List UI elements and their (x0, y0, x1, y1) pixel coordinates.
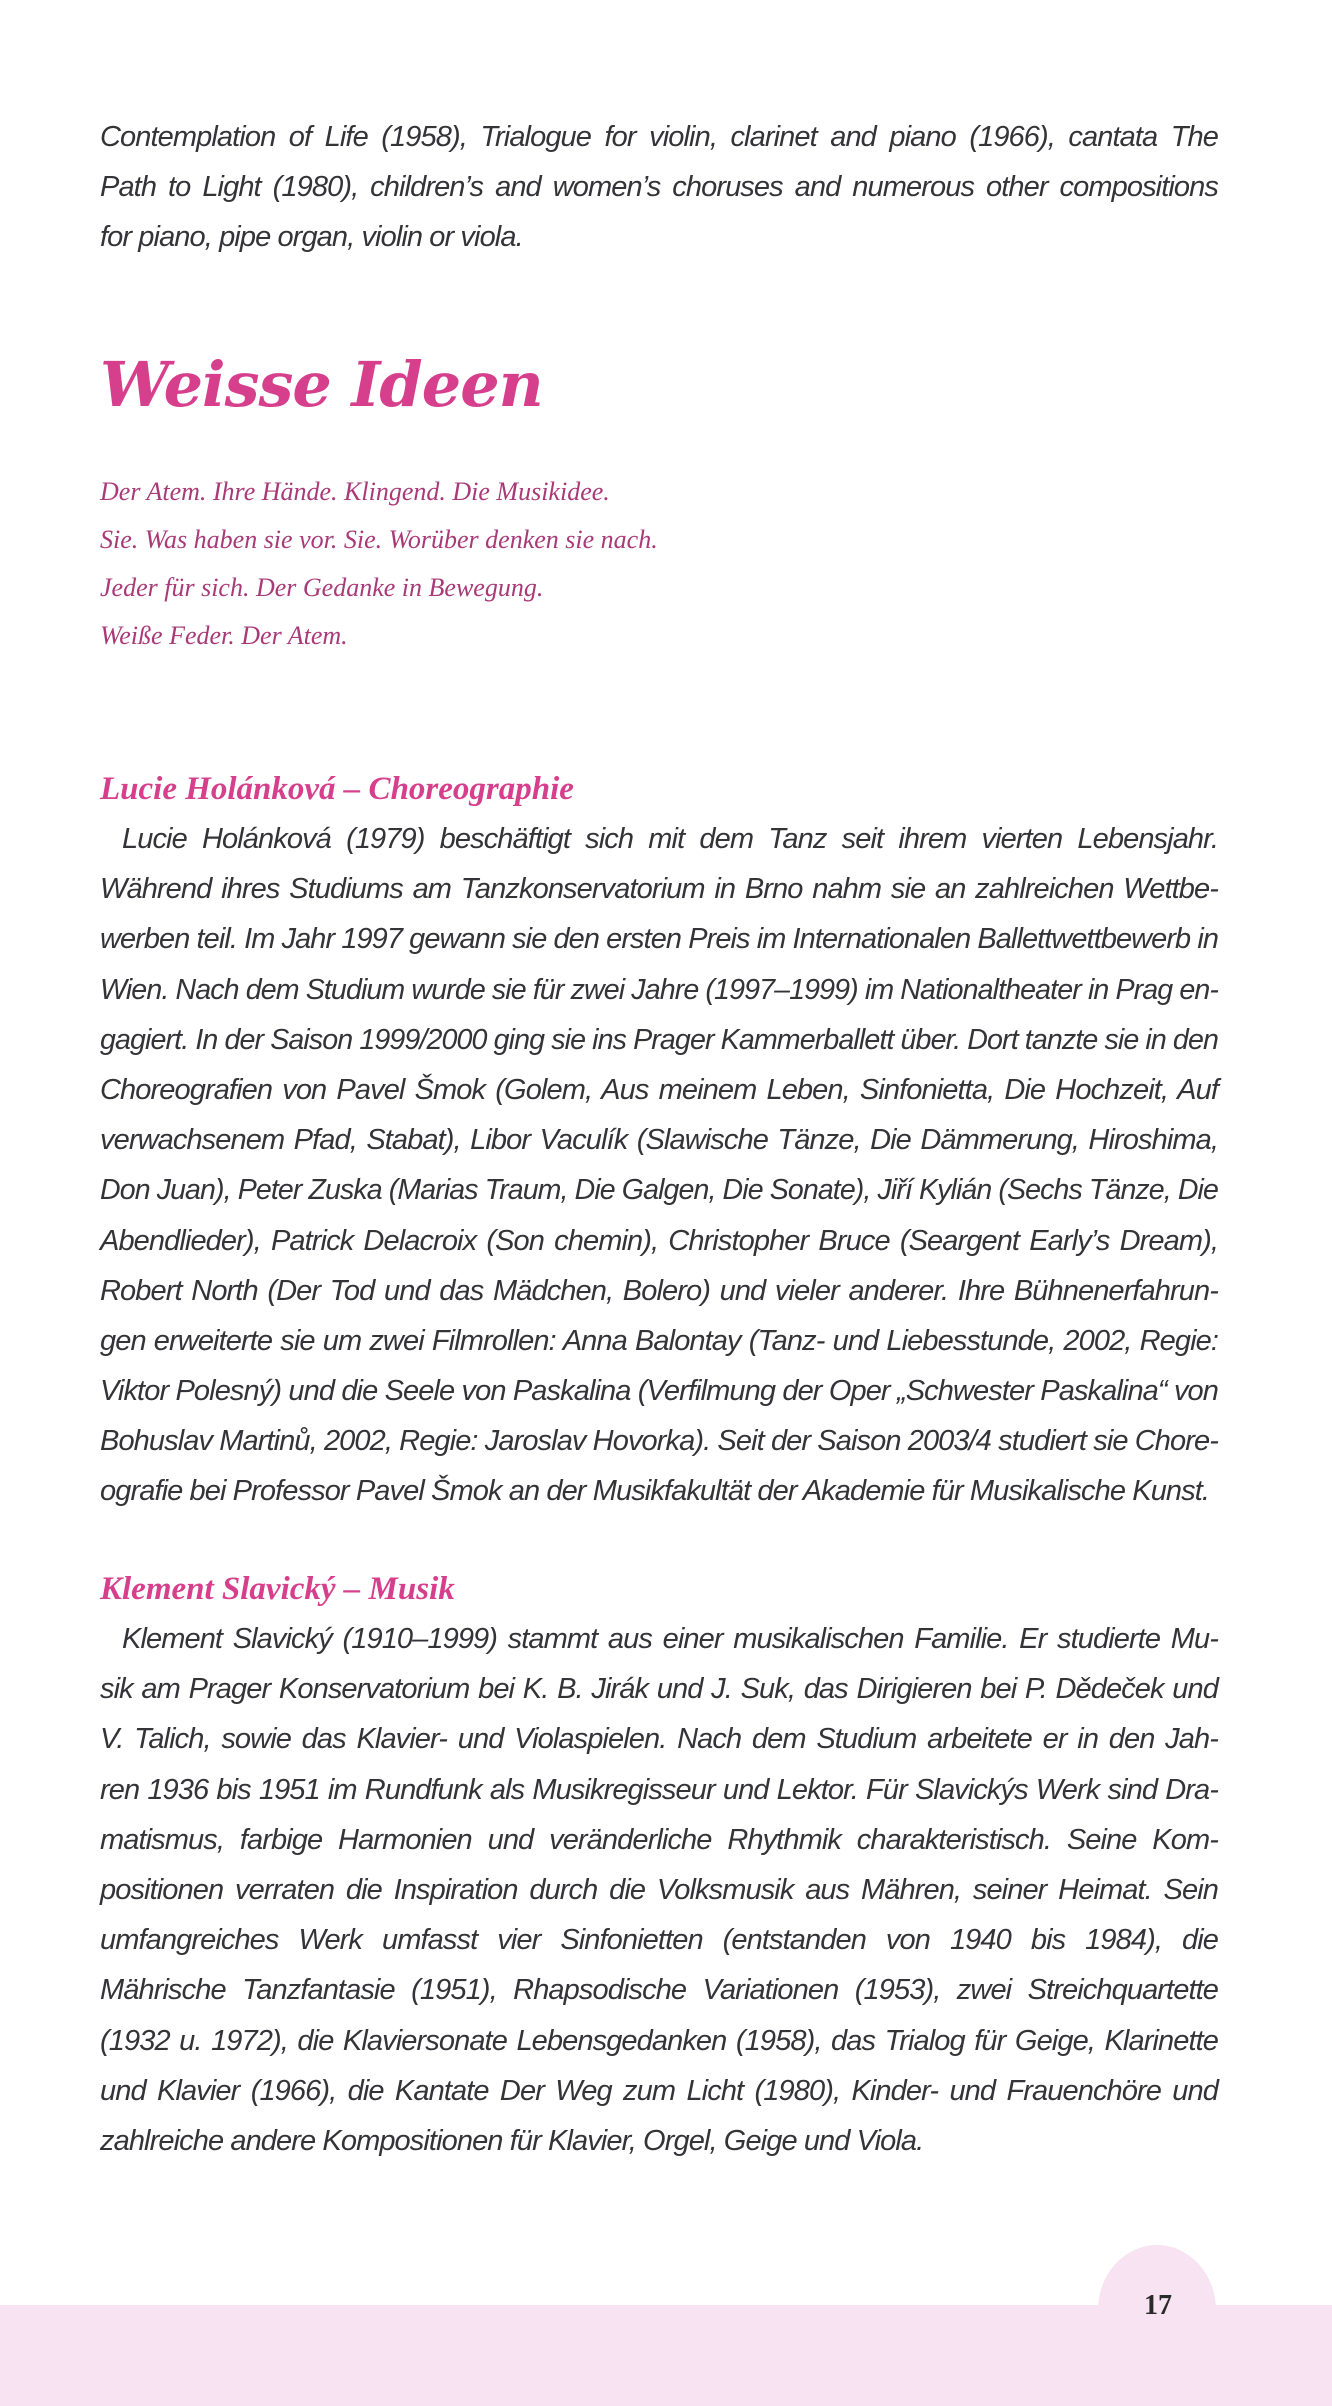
body-line: und Klavier (1966), die Kantate Der Weg zum Licht (1980), Kinder- und Frauenchöre und (100, 2074, 1218, 2107)
poem-line: Weiße Feder. Der Atem. (100, 621, 348, 650)
body-line: verwachsenem Pfad, Stabat), Libor Vaculík (Slawische Tänze, Die Dämmerung, Hiroshima, (100, 1124, 1218, 1157)
body-line: Lucie Holánková (1979) beschäftigt sich mit dem Tanz seit ihrem vierten Lebensjahr. (122, 823, 1218, 855)
section-heading: Lucie Holánková – Choreographie (100, 771, 574, 807)
body-line: Viktor Polesný) und die Seele von Paskalina (Verfilmung der Oper „Schwester Paskalina“ von (100, 1375, 1218, 1408)
body-line: gen erweiterte sie um zwei Filmrollen: Anna Balontay (Tanz- und Liebesstunde, 2002, Regie: (100, 1324, 1218, 1357)
body-line: werben teil. Im Jahr 1997 gewann sie den ersten Preis im Internationalen Ballettwettbewerb in (100, 923, 1219, 956)
body-line: Abendlieder), Patrick Delacroix (Son chemin), Christopher Bruce (Seargent Early’s Dream), (100, 1224, 1218, 1257)
poem-line: Sie. Was haben sie vor. Sie. Worüber denken sie nach. (100, 525, 658, 554)
body-line: Wien. Nach dem Studium wurde sie für zwei Jahre (1997–1999) im Nationaltheater in Prag en- (100, 973, 1219, 1006)
body-line: V. Talich, sowie das Klavier- und Violaspielen. Nach dem Studium arbeitete er in den Jah- (100, 1723, 1218, 1756)
body-line: Choreografien von Pavel Šmok (Golem, Aus meinem Leben, Sinfonietta, Die Hochzeit, Auf (100, 1073, 1218, 1106)
body-line: zahlreiche andere Kompositionen für Klavier, Orgel, Geige und Viola. (100, 2124, 924, 2157)
body-line: Robert North (Der Tod und das Mädchen, Bolero) und vieler anderer. Ihre Bühnenerfahrun- (100, 1274, 1218, 1307)
poem-line: Der Atem. Ihre Hände. Klingend. Die Musikidee. (100, 477, 610, 506)
body-line: Klement Slavický (1910–1999) stammt aus einer musikalischen Familie. Er studierte Mu- (122, 1623, 1218, 1655)
body-line: ren 1936 bis 1951 im Rundfunk als Musikregisseur und Lektor. Für Slavickýs Werk sind Dra- (100, 1773, 1218, 1806)
body-line: Contemplation of Life (1958), Trialogue for violin, clarinet and piano (1966), cantata The (100, 121, 1218, 153)
body-line: ografie bei Professor Pavel Šmok an der Musikfakultät der Akademie für Musikalische Kunst. (100, 1475, 1210, 1508)
body-line: Während ihres Studiums am Tanzkonservatorium in Brno nahm sie an zahlreichen Wettbe- (100, 873, 1218, 906)
body-line: umfangreiches Werk umfasst vier Sinfonietten (entstanden von 1940 bis 1984), die (100, 1924, 1218, 1957)
poem-line: Jeder für sich. Der Gedanke in Bewegung. (100, 573, 544, 602)
section-music (100, 1564, 1218, 2166)
body-line: Bohuslav Martinů, 2002, Regie: Jaroslav Hovorka). Seit der Saison 2003/4 studiert sie Chore- (100, 1425, 1218, 1458)
page-number: 17 (1144, 2290, 1172, 2321)
page-title: Weisse Ideen (100, 348, 543, 421)
body-line: Don Juan), Peter Zuska (Marias Traum, Die Galgen, Die Sonate), Jiří Kylián (Sechs Tänze, Die (100, 1174, 1218, 1207)
poem (100, 468, 1218, 660)
body-line: sik am Prager Konservatorium bei K. B. Jirák und J. Suk, das Dirigieren bei P. Dědeček und (100, 1673, 1218, 1706)
body-line: matismus, farbige Harmonien und veränderliche Rhythmik charakteristisch. Seine Kom- (100, 1823, 1218, 1856)
body-line: for piano, pipe organ, violin or viola. (100, 221, 523, 254)
intro-paragraph (100, 112, 1218, 263)
body-line: (1932 u. 1972), die Klaviersonate Lebensgedanken (1958), das Trialog für Geige, Klarinette (100, 2024, 1218, 2057)
body-line: positionen verraten die Inspiration durch die Volksmusik aus Mähren, seiner Heimat. Sein (100, 1873, 1218, 1906)
body-line: gagiert. In der Saison 1999/2000 ging sie ins Prager Kammerballett über. Dort tanzte sie in den (100, 1023, 1218, 1056)
body-line: Mährische Tanzfantasie (1951), Rhapsodische Variationen (1953), zwei Streichquartette (100, 1974, 1218, 2007)
section-heading: Klement Slavický – Musik (100, 1571, 455, 1607)
section-choreography (100, 764, 1218, 1517)
body-line: Path to Light (1980), children’s and women’s choruses and numerous other compositions (100, 171, 1218, 204)
